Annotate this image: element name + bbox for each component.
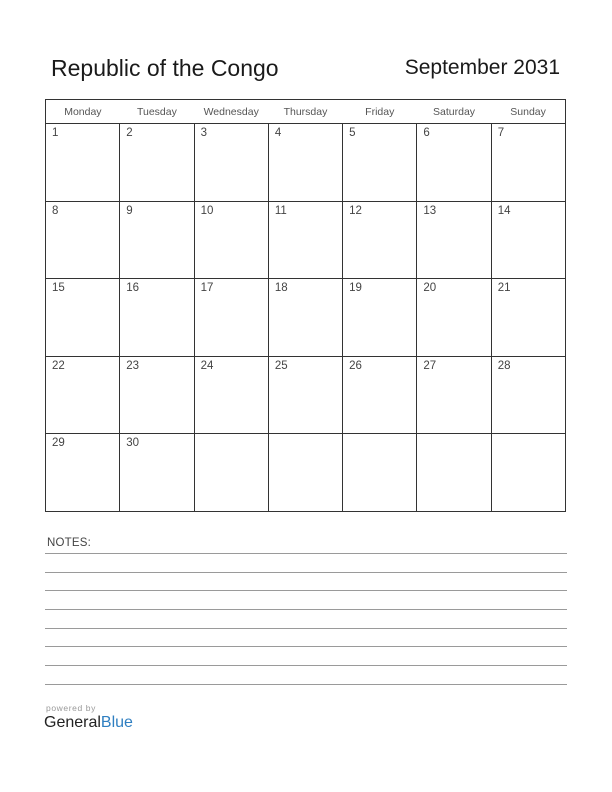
day-cell: 24 <box>194 356 268 434</box>
day-cell <box>194 434 268 512</box>
day-cell <box>491 434 565 512</box>
day-cell: 5 <box>343 124 417 202</box>
weekday-header-row <box>46 100 566 124</box>
day-cell: 28 <box>491 356 565 434</box>
powered-by-text: powered by <box>46 703 96 713</box>
day-cell <box>343 434 417 512</box>
day-cell: 6 <box>417 124 491 202</box>
week-row <box>46 434 566 512</box>
weekday-saturday: Saturday <box>417 100 491 124</box>
notes-line <box>45 590 567 591</box>
day-cell: 9 <box>120 201 194 279</box>
day-cell: 26 <box>343 356 417 434</box>
country-title: Republic of the Congo <box>51 55 279 81</box>
notes-line <box>45 572 567 573</box>
day-cell: 20 <box>417 279 491 357</box>
day-cell: 2 <box>120 124 194 202</box>
week-row <box>46 356 566 434</box>
brand-general-text: General <box>44 714 101 731</box>
weekday-sunday: Sunday <box>491 100 565 124</box>
day-cell: 25 <box>268 356 342 434</box>
month-year-title: September 2031 <box>404 56 560 79</box>
day-cell <box>417 434 491 512</box>
day-cell: 18 <box>268 279 342 357</box>
day-cell: 1 <box>46 124 120 202</box>
day-cell: 22 <box>46 356 120 434</box>
notes-line <box>45 609 567 610</box>
weekday-monday: Monday <box>46 100 120 124</box>
day-cell: 14 <box>491 201 565 279</box>
day-cell: 10 <box>194 201 268 279</box>
notes-line <box>45 646 567 647</box>
day-cell: 21 <box>491 279 565 357</box>
day-cell: 8 <box>46 201 120 279</box>
day-cell: 4 <box>268 124 342 202</box>
calendar-grid <box>45 99 566 512</box>
brand-name <box>44 714 133 732</box>
weekday-tuesday: Tuesday <box>120 100 194 124</box>
weekday-wednesday: Wednesday <box>194 100 268 124</box>
week-row <box>46 279 566 357</box>
notes-label: NOTES: <box>47 537 92 549</box>
day-cell: 7 <box>491 124 565 202</box>
notes-line <box>45 628 567 629</box>
weekday-thursday: Thursday <box>268 100 342 124</box>
day-cell: 3 <box>194 124 268 202</box>
day-cell <box>268 434 342 512</box>
day-cell: 27 <box>417 356 491 434</box>
week-row <box>46 201 566 279</box>
day-cell: 23 <box>120 356 194 434</box>
day-cell: 16 <box>120 279 194 357</box>
day-cell: 12 <box>343 201 417 279</box>
week-row <box>46 124 566 202</box>
day-cell: 15 <box>46 279 120 357</box>
day-cell: 29 <box>46 434 120 512</box>
day-cell: 30 <box>120 434 194 512</box>
day-cell: 13 <box>417 201 491 279</box>
notes-line <box>45 684 567 685</box>
weekday-friday: Friday <box>343 100 417 124</box>
day-cell: 19 <box>343 279 417 357</box>
generalblue-logo <box>44 703 133 732</box>
brand-blue-text: Blue <box>100 714 133 731</box>
notes-line <box>45 665 567 666</box>
notes-line <box>45 553 567 554</box>
day-cell: 11 <box>268 201 342 279</box>
day-cell: 17 <box>194 279 268 357</box>
